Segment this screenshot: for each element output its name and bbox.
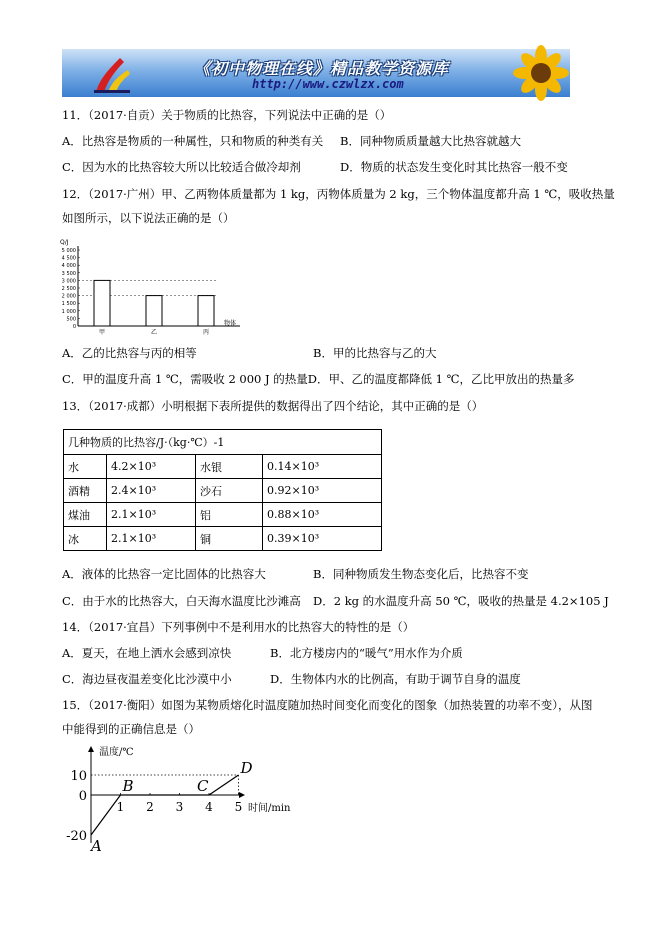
table-cell: 煤油 — [64, 503, 107, 527]
bar-甲 — [94, 280, 110, 326]
y-tick-label: 3 000 — [61, 278, 76, 285]
point-label-B: B — [122, 777, 134, 795]
y-tick-label: 0 — [78, 789, 87, 804]
table-cell: 2.1×10³ — [107, 503, 196, 527]
q11-stem: 11．（2017·自贡）关于物质的比热容，下列说法中正确的是（） — [62, 108, 392, 122]
x-tick-label: 乙 — [150, 329, 158, 336]
table-cell: 0.92×10³ — [263, 479, 382, 503]
q14-option-a: A．夏天，在地上洒水会感到凉快 — [62, 646, 232, 660]
y-tick-label: 5 000 — [61, 248, 76, 254]
table-cell: 2.4×10³ — [107, 479, 196, 503]
q15-stem-line2: 中能得到的正确信息是（） — [62, 722, 200, 736]
q12-stem-line2: 如图所示，以下说法正确的是（） — [62, 211, 235, 225]
y-axis-label: Q/J — [60, 239, 69, 246]
q14-option-b: B．北方楼房内的“暖气”用水作为介质 — [270, 646, 463, 660]
q14-stem: 14．（2017·宜昌）下列事例中不是利用水的比热容大的特性的是（） — [62, 620, 415, 634]
q13-option-d: D．2 kg 的水温度升高 50 ℃，吸收的热量是 4.2×105 J — [313, 594, 609, 608]
q12-stem-line1: 12．（2017·广州）甲、乙两物体质量都为 1 kg，丙物体质量为 2 kg，三个物体温度都升高 1 ℃，吸收热量 — [62, 187, 615, 201]
table-cell: 酒精 — [64, 479, 107, 503]
q12-option-a: A．乙的比热容与丙的相等 — [62, 346, 197, 360]
table-cell: 沙石 — [196, 479, 263, 503]
table-cell: 水银 — [196, 455, 263, 479]
y-tick-label: 1 000 — [61, 308, 76, 315]
point-label-C: C — [197, 777, 209, 795]
q11-option-d: D．物质的状态发生变化时其比热容一般不变 — [340, 160, 568, 174]
y-axis-arrow-icon — [88, 746, 94, 752]
y-tick-label: 3 500 — [61, 270, 76, 277]
table-cell: 4.2×10³ — [107, 455, 196, 479]
x-tick-label: 甲 — [98, 329, 106, 336]
q11-option-b: B．同种物质质量越大比热容就越大 — [340, 134, 521, 148]
x-tick-label: 3 — [175, 800, 184, 814]
point-label-D: D — [240, 759, 253, 777]
sunflower-icon — [506, 43, 576, 103]
y-axis-label: 温度/℃ — [99, 747, 134, 758]
q14-option-d: D．生物体内水的比例高，有助于调节自身的温度 — [270, 672, 521, 686]
y-tick-label: 2 000 — [61, 293, 76, 300]
table-cell: 冰 — [64, 527, 107, 551]
melting-temperature-graph — [56, 745, 316, 855]
bar-乙 — [146, 296, 162, 326]
header-banner — [62, 49, 570, 97]
y-tick-label: 4 500 — [61, 255, 76, 262]
x-axis-label: 时间/min — [248, 803, 291, 814]
q12-option-b: B．甲的比热容与乙的大 — [313, 346, 437, 360]
bar-丙 — [198, 296, 214, 326]
heat-bar-chart — [56, 236, 246, 338]
point-label-A: A — [91, 837, 102, 855]
specific-heat-table — [63, 429, 382, 551]
y-tick-label: 1 500 — [61, 301, 76, 308]
x-tick-label: 5 — [234, 800, 243, 814]
x-tick-label: 丙 — [202, 329, 210, 336]
x-tick-label: 2 — [146, 800, 154, 814]
table-cell: 0.88×10³ — [263, 503, 382, 527]
y-tick-label: 500 — [66, 316, 76, 323]
x-axis-label: 物体 — [223, 320, 237, 327]
table-cell: 0.14×10³ — [263, 455, 382, 479]
y-tick-label: 2 500 — [61, 286, 76, 292]
banner-title: 《初中物理在线》精品教学资源库 — [194, 59, 450, 78]
y-tick-label: 0 — [72, 324, 76, 330]
q11-option-c: C．因为水的比热容较大所以比较适合做冷却剂 — [62, 160, 301, 174]
table-cell: 0.39×10³ — [263, 527, 382, 551]
table-row — [64, 455, 382, 479]
x-tick-label: 4 — [205, 800, 213, 814]
q14-option-c: C．海边昼夜温差变化比沙漠中小 — [62, 672, 232, 686]
x-tick-label: 1 — [116, 800, 125, 814]
table-cell: 水 — [64, 455, 107, 479]
q13-stem: 13．（2017·成都）小明根据下表所提供的数据得出了四个结论，其中正确的是（） — [62, 399, 484, 413]
q13-option-a: A．液体的比热容一定比固体的比热容大 — [62, 567, 266, 581]
q15-stem-line1: 15．（2017·衡阳）如图为某物质熔化时温度随加热时间变化而变化的图象（加热装置的功率不变），从图 — [62, 698, 593, 712]
table-title: 几种物质的比热容/J·（kg·℃）-1 — [64, 430, 382, 455]
table-cell: 铜 — [196, 527, 263, 551]
y-tick-label: -20 — [66, 829, 87, 844]
banner-url: http://www.czwlzx.com — [252, 77, 404, 91]
temperature-curve — [91, 775, 239, 835]
table-cell: 铝 — [196, 503, 263, 527]
q13-option-b: B．同种物质发生物态变化后，比热容不变 — [313, 567, 529, 581]
table-cell: 2.1×10³ — [107, 527, 196, 551]
table-row — [64, 527, 382, 551]
logo-icon — [90, 52, 134, 96]
table-row — [64, 503, 382, 527]
q12-option-cd: C．甲的温度升高 1 ℃，需吸收 2 000 J 的热量D．甲、乙的温度都降低 1 ℃，乙比甲放出的热量多 — [62, 372, 575, 386]
x-axis-arrow-icon — [239, 792, 245, 798]
y-tick-label: 4 000 — [61, 263, 76, 270]
y-tick-label: 10 — [70, 769, 87, 784]
q11-option-a: A．比热容是物质的一种属性，只和物质的种类有关 — [62, 134, 324, 148]
table-row — [64, 479, 382, 503]
q13-option-c: C．由于水的比热容大，白天海水温度比沙滩高 — [62, 594, 301, 608]
